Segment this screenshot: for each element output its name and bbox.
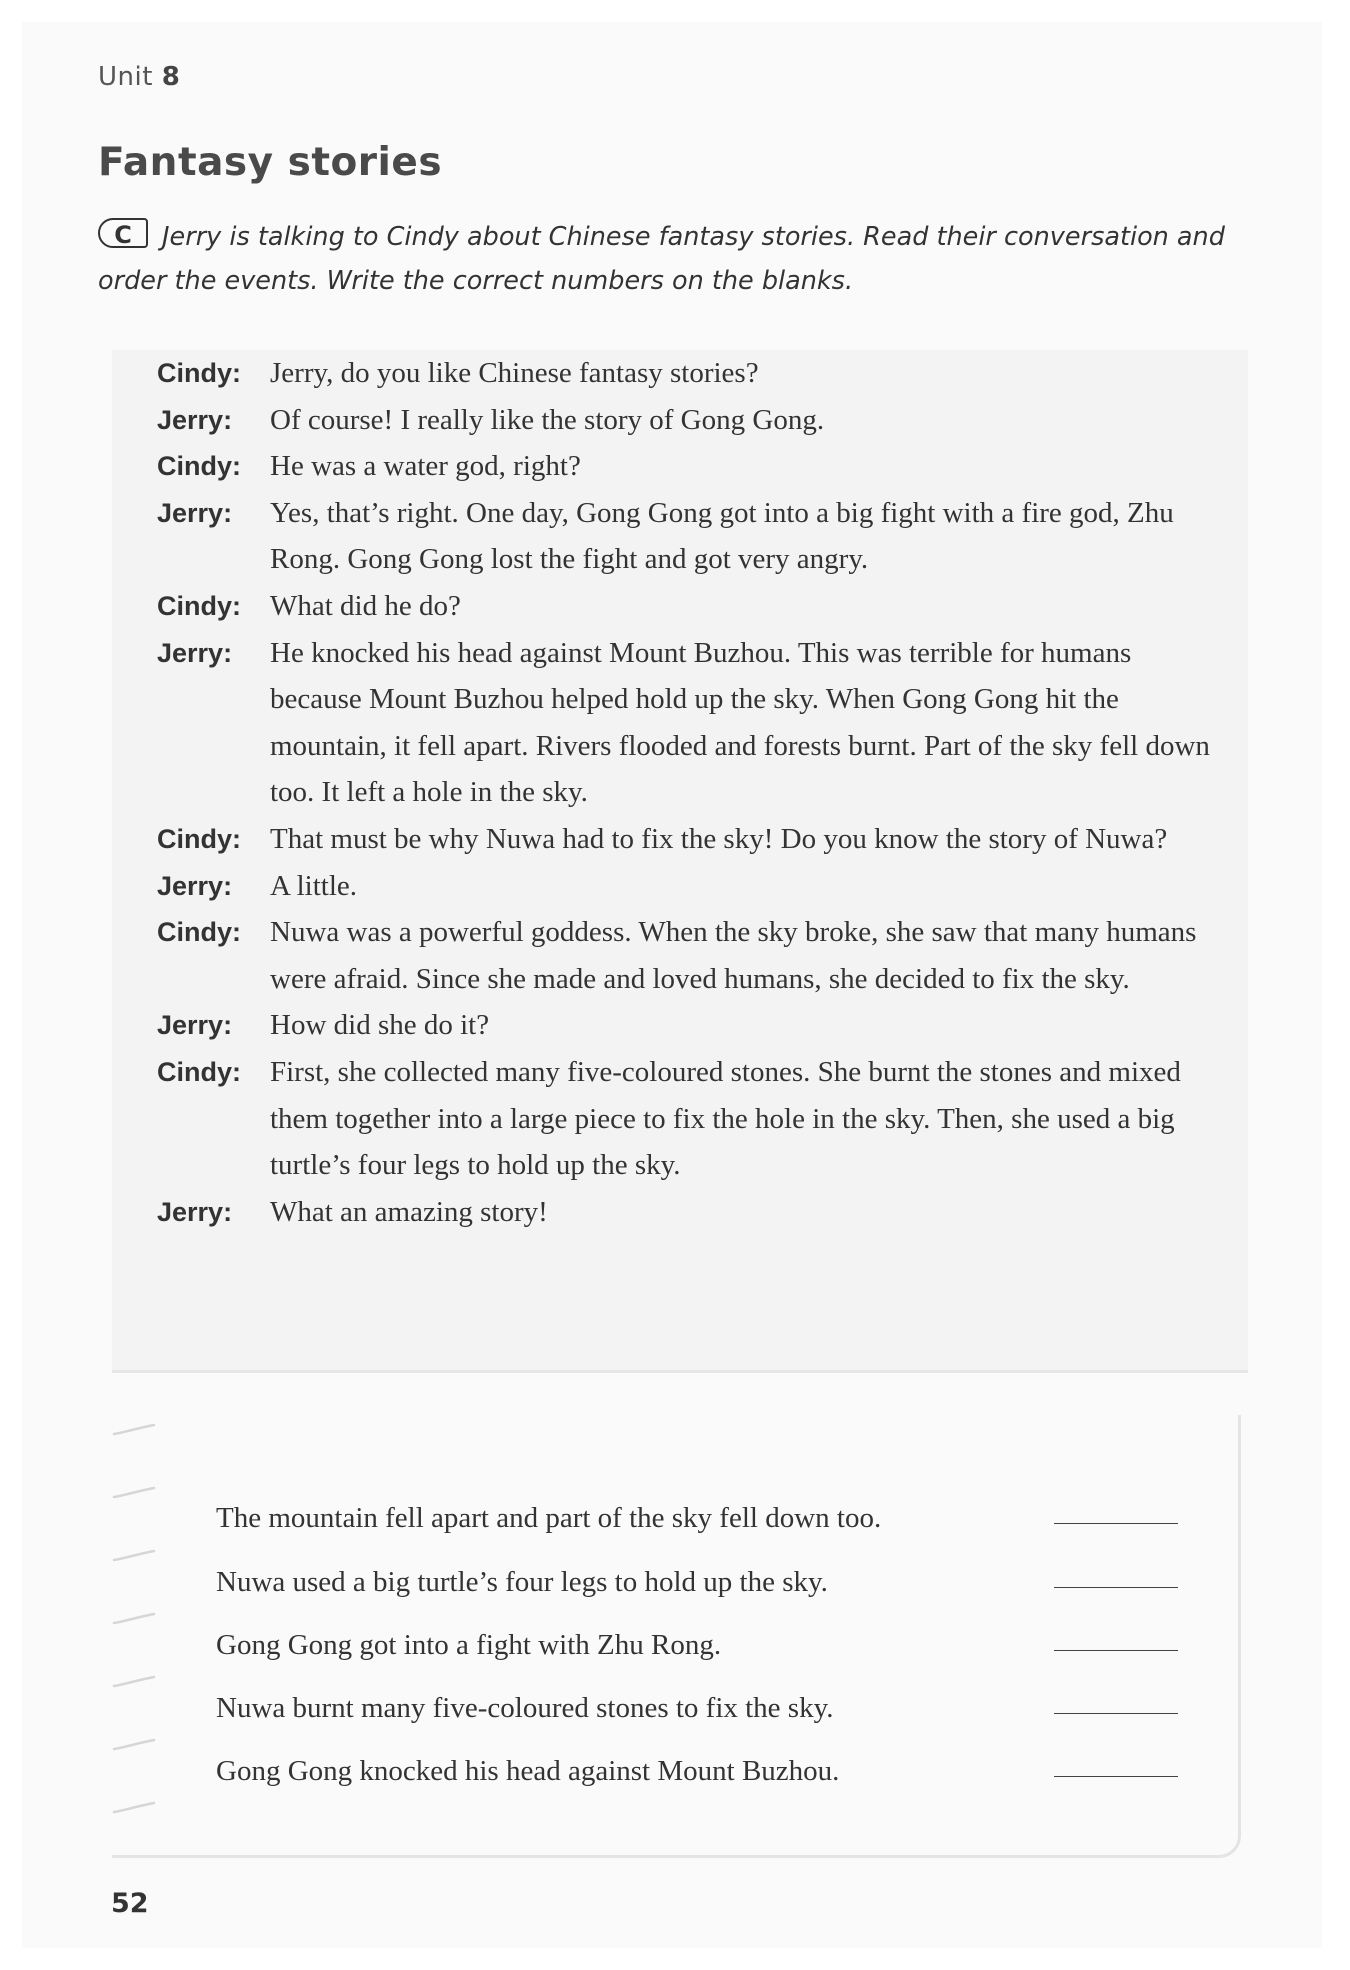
speaker-name: Jerry: bbox=[157, 497, 233, 528]
dialogue-line: Jerry, do you like Chinese fantasy stories? bbox=[270, 357, 759, 389]
speaker-name: Cindy: bbox=[157, 917, 241, 948]
dialogue-line: What did he do? bbox=[270, 589, 461, 622]
event-text: Nuwa burnt many five-coloured stones to fix the sky. bbox=[216, 1692, 834, 1725]
ordering-task-box bbox=[112, 1415, 1241, 1858]
dialogue-turn bbox=[157, 490, 1227, 583]
speaker-name: Jerry: bbox=[157, 1010, 233, 1041]
dialogue-line: Of course! I really like the story of Gong Gong. bbox=[270, 403, 825, 436]
event-text: The mountain fell apart and part of the sky fell down too. bbox=[216, 1502, 882, 1535]
event-item bbox=[216, 1665, 1186, 1728]
event-item bbox=[216, 1538, 1186, 1601]
dialogue-turn bbox=[157, 443, 1227, 490]
dialogue-line: Nuwa was a powerful goddess. When the sky broke, she saw that many humans were afraid. Since she made and loved humans, she decided to fix the sky. bbox=[270, 916, 1197, 995]
speaker-name: Cindy: bbox=[157, 1056, 241, 1087]
dialogue-line: A little. bbox=[270, 869, 357, 902]
dialogue-turn bbox=[157, 583, 1227, 630]
event-item bbox=[216, 1602, 1186, 1665]
dialogue-turn bbox=[157, 816, 1227, 863]
speaker-name: Jerry: bbox=[157, 404, 233, 435]
margin-mark bbox=[112, 1612, 156, 1626]
speaker-name: Cindy: bbox=[157, 590, 241, 621]
page-title: Fantasy stories bbox=[98, 140, 443, 185]
dialogue-turn bbox=[157, 397, 1227, 444]
dialogue-line: He was a water god, right? bbox=[270, 450, 581, 483]
dialogue-turn bbox=[157, 630, 1227, 816]
speaker-name: Cindy: bbox=[157, 823, 241, 854]
dialogue-line: That must be why Nuwa had to fix the sky! Do you know the story of Nuwa? bbox=[270, 822, 1168, 855]
answer-blank[interactable] bbox=[1054, 1713, 1178, 1714]
margin-mark bbox=[112, 1738, 156, 1752]
margin-mark bbox=[112, 1486, 156, 1500]
unit-word: Unit bbox=[98, 62, 153, 92]
margin-mark bbox=[112, 1423, 156, 1437]
answer-blank[interactable] bbox=[1054, 1650, 1178, 1651]
dialogue-turn bbox=[157, 1189, 1227, 1236]
page-number: 52 bbox=[111, 1888, 149, 1919]
unit-label bbox=[98, 62, 180, 92]
dialogue-turn bbox=[157, 1049, 1227, 1189]
dialogue-box bbox=[112, 350, 1248, 1373]
dialogue-line: He knocked his head against Mount Buzhou. This was terrible for humans because Mount Buzhou helped hold up the sky. When Gong Gong hit the mountain, it fell apart. Rivers flooded and forests burnt. Part of the sky fell down too. It left a hole in the sky. bbox=[270, 636, 1210, 809]
event-item bbox=[216, 1728, 1186, 1791]
speaker-name: Jerry: bbox=[157, 1196, 233, 1227]
speaker-name: Cindy: bbox=[157, 451, 241, 482]
event-text: Gong Gong knocked his head against Mount Buzhou. bbox=[216, 1755, 840, 1788]
dialogue-turn bbox=[157, 863, 1227, 910]
answer-blank[interactable] bbox=[1054, 1587, 1178, 1588]
dialogue-line: What an amazing story! bbox=[270, 1195, 548, 1228]
speaker-name: Jerry: bbox=[157, 637, 233, 668]
exercise-instruction bbox=[98, 215, 1248, 303]
dialogue-line: How did she do it? bbox=[270, 1009, 490, 1042]
event-text: Nuwa used a big turtle’s four legs to hold up the sky. bbox=[216, 1565, 828, 1598]
dialogue-line: First, she collected many five-coloured stones. She burnt the stones and mixed them together into a large piece to fix the hole in the sky. Then, she used a big turtle’s four legs to hold up the sky. bbox=[270, 1055, 1181, 1182]
event-list bbox=[216, 1475, 1186, 1791]
instruction-text: Jerry is talking to Cindy about Chinese fantasy stories. Read their conversation and order the events. Write the correct numbers on the blanks. bbox=[98, 222, 1225, 296]
unit-number: 8 bbox=[161, 62, 181, 92]
dialogue-turn bbox=[157, 909, 1227, 1002]
dialogue-line: Yes, that’s right. One day, Gong Gong got into a big fight with a fire god, Zhu Rong. Gong Gong lost the fight and got very angry. bbox=[270, 496, 1174, 576]
event-item bbox=[216, 1475, 1186, 1538]
dialogue-turn bbox=[157, 350, 1227, 397]
event-text: Gong Gong got into a fight with Zhu Rong. bbox=[216, 1628, 722, 1661]
dialogue bbox=[157, 350, 1227, 1235]
margin-mark bbox=[112, 1801, 156, 1815]
speaker-name: Cindy: bbox=[157, 358, 241, 388]
margin-mark bbox=[112, 1675, 156, 1689]
answer-blank[interactable] bbox=[1054, 1523, 1178, 1524]
margin-mark bbox=[112, 1549, 156, 1563]
answer-blank[interactable] bbox=[1054, 1776, 1178, 1777]
section-badge: C bbox=[98, 218, 148, 248]
dialogue-turn bbox=[157, 1002, 1227, 1049]
speaker-name: Jerry: bbox=[157, 870, 233, 901]
